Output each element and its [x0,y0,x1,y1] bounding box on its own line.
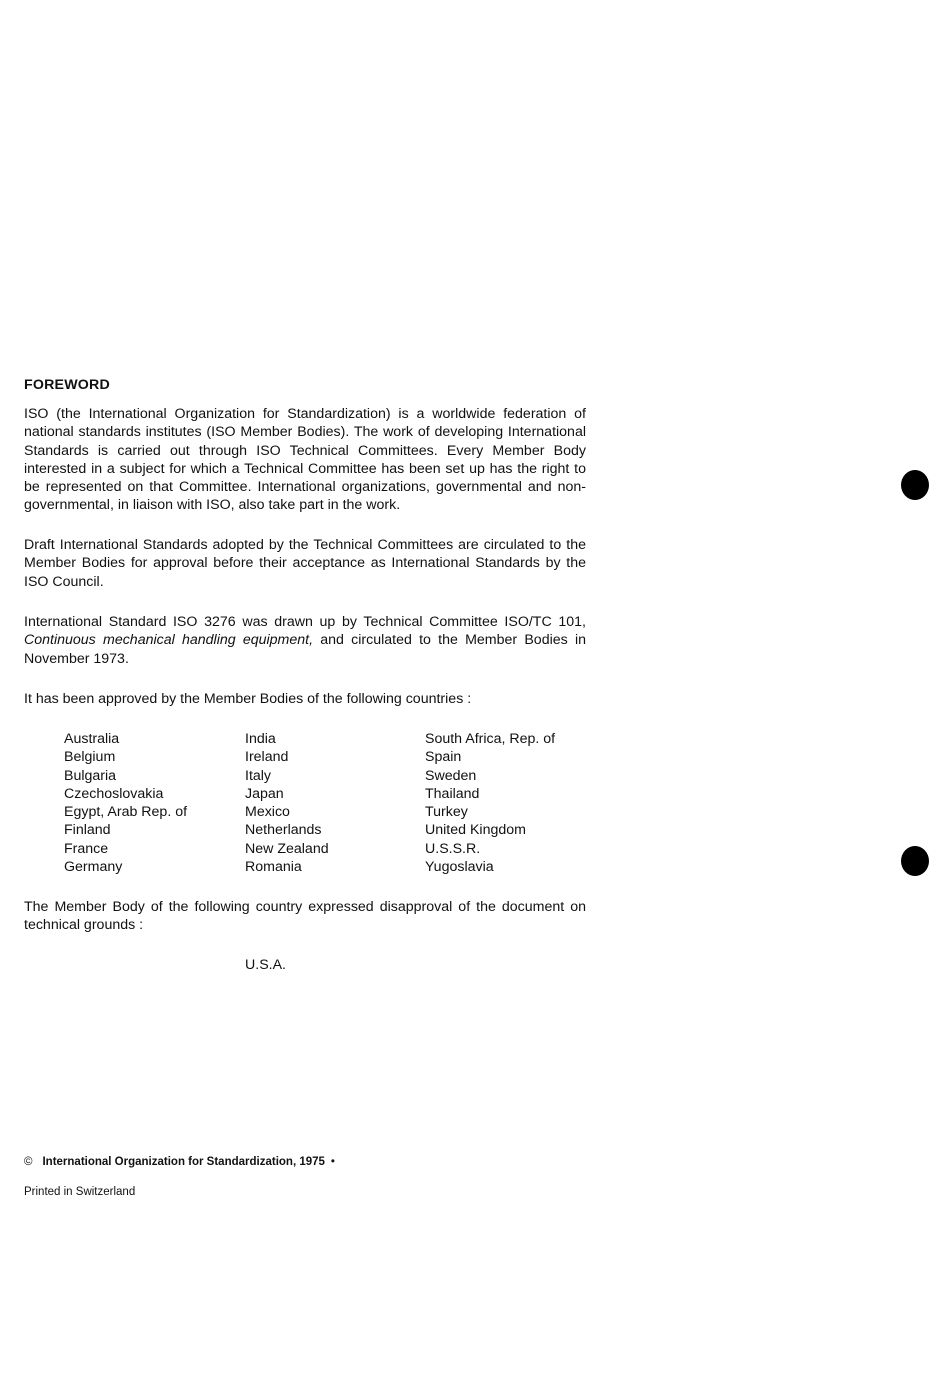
copyright-line [24,1156,335,1168]
country-item: Germany [64,859,123,876]
foreword-paragraph-1: ISO (the International Organization for Standardization) is a worldwide federation of national standards institutes (ISO Member Bodies). The work of developing International Standards is carried out through ISO Technical Committees. Every Member Body interested in a subject for which a Technical Committee has been set up has the right to be represented on that Committee. International organizations, governmental and non-governmental, in liaison with ISO, also take part in the work. [24,406,586,514]
country-item: Sweden [425,767,477,784]
country-item: Turkey [425,804,468,821]
foreword-paragraph-2: Draft International Standards adopted by the Technical Committees are circulated to the Member Bodies for approval before their acceptance as International Standards by the ISO Council. [24,537,586,590]
country-item: Spain [425,749,462,766]
country-item: Netherlands [245,822,322,839]
country-item: New Zealand [245,840,329,857]
country-item: U.S.S.R. [425,840,481,857]
country-item: Italy [245,767,272,784]
copyright-symbol: © [24,1156,33,1168]
punch-hole-icon [901,470,929,500]
printed-in-line: Printed in Switzerland [24,1186,136,1198]
country-item: United Kingdom [425,822,526,839]
country-item: France [64,840,109,857]
country-item: South Africa, Rep. of [425,731,556,747]
country-item: Mexico [245,804,290,821]
punch-hole-icon [901,846,929,876]
foreword-heading: FOREWORD [24,377,110,393]
countries-column-3 [425,730,555,876]
country-item: Ireland [245,749,289,766]
approving-countries-list [0,730,600,880]
country-item: Romania [245,859,302,876]
country-item: Thailand [425,785,480,802]
country-item: Czechoslovakia [64,785,164,802]
disapproval-statement: The Member Body of the following country expressed disapproval of the document on technical grounds : [24,899,586,934]
country-item: Japan [245,785,284,802]
country-item: Finland [64,822,111,839]
copyright-text: International Organization for Standardization, 1975 [42,1156,325,1168]
disapproving-country: U.S.A. [245,957,286,973]
countries-column-2 [245,730,329,876]
paragraph-3-end: and circulated to the Member Bodies in November 1973. [24,632,586,667]
approval-statement: It has been approved by the Member Bodies of the following countries : [24,691,472,707]
country-item: Bulgaria [64,767,117,784]
committee-title: Continuous mechanical handling equipment, [24,632,314,649]
foreword-paragraph-3 [24,613,586,668]
country-item: India [245,731,276,747]
bullet-icon: • [330,1156,335,1168]
countries-column-1 [64,730,187,876]
country-item: Belgium [64,749,116,766]
country-item: Australia [64,731,120,747]
paragraph-3-intro: International Standard ISO 3276 was drawn up by Technical Committee ISO/TC 101, [24,614,586,630]
country-item: Yugoslavia [425,859,494,876]
country-item: Egypt, Arab Rep. of [64,804,188,821]
